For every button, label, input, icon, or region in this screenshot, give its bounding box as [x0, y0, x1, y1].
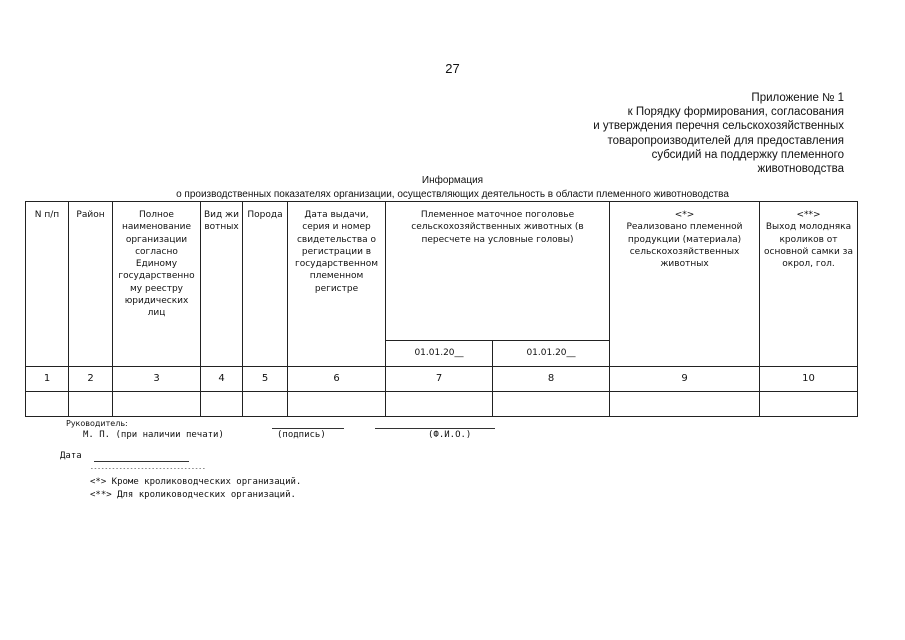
table-cell[interactable]: [113, 392, 201, 417]
info-subtitle: о производственных показателях организации, осуществляющих деятельность в области племенного животноводства: [176, 189, 729, 200]
header-sold-products: <*> Реализовано племенной продукции (материала) сельскохозяйственных животных: [610, 202, 760, 367]
column-number: 4: [201, 367, 243, 392]
header-district: Район: [69, 202, 113, 367]
info-title: Информация: [421, 175, 484, 186]
column-number: 6: [288, 367, 386, 392]
subheader-date-1: 01.01.20__: [386, 341, 493, 367]
table-cell[interactable]: [386, 392, 493, 417]
header-row: [26, 202, 858, 341]
header-index: N п/п: [26, 202, 69, 367]
signature-line: [272, 428, 344, 429]
table-cell[interactable]: [610, 392, 760, 417]
column-number: 9: [610, 367, 760, 392]
footnote-mark-2: <**>: [796, 210, 821, 220]
column-number: 8: [493, 367, 610, 392]
table-cell[interactable]: [26, 392, 69, 417]
appendix-line: субсидий на поддержку племенного: [651, 148, 844, 161]
header-organization-name: Полное наименование организации согласно Единому государственному реестру юридических лиц: [113, 202, 201, 367]
name-caption: (Ф.И.О.): [428, 430, 472, 440]
signature-caption: (подпись): [277, 430, 326, 440]
appendix-line: Приложение № 1: [751, 92, 844, 104]
header-breed: Порода: [243, 202, 288, 367]
column-number: 7: [386, 367, 493, 392]
stamp-label: М. П. (при наличии печати): [83, 430, 224, 440]
table-cell[interactable]: [288, 392, 386, 417]
production-table: [25, 201, 858, 417]
head-label: Руководитель:: [66, 419, 128, 428]
header-rabbit-yield: <**> Выход молодняка кроликов от основной самки за окрол, гол.: [760, 202, 858, 367]
table-cell[interactable]: [243, 392, 288, 417]
column-number: 5: [243, 367, 288, 392]
subheader-date-2: 01.01.20__: [493, 341, 610, 367]
date-label: Дата: [60, 451, 82, 461]
appendix-line: к Порядку формирования, согласования: [627, 106, 844, 119]
page-number: 27: [445, 61, 460, 76]
footnote-separator: --------------------------------: [90, 465, 206, 472]
column-number: 3: [113, 367, 201, 392]
column-number-row: [26, 367, 858, 392]
table-cell[interactable]: [760, 392, 858, 417]
name-line: [375, 428, 495, 429]
column-number: 1: [26, 367, 69, 392]
header-animal-type: Вид животных: [201, 202, 243, 367]
table-cell[interactable]: [69, 392, 113, 417]
table-cell[interactable]: [201, 392, 243, 417]
appendix-line: животноводства: [757, 163, 844, 176]
footnote-2: <**> Для кролиководческих организаций.: [90, 490, 296, 500]
empty-data-row: [26, 392, 858, 417]
footnote-mark-1: <*>: [674, 210, 695, 220]
header-breeding-stock: Племенное маточное поголовье сельскохозяйственных животных (в пересчете на условные головы): [386, 202, 610, 341]
column-number: 2: [69, 367, 113, 392]
appendix-line: товаропроизводителей для предоставления: [607, 134, 844, 147]
column-number: 10: [760, 367, 858, 392]
date-line: [94, 461, 189, 462]
table-cell[interactable]: [493, 392, 610, 417]
appendix-header: [514, 91, 844, 176]
appendix-line: и утверждения перечня сельскохозяйственных: [593, 120, 844, 133]
header-certificate: Дата выдачи, серия и номер свидетельства о регистрации в государственном племенном регистре: [288, 202, 386, 367]
footnote-1: <*> Кроме кролиководческих организаций.: [90, 477, 302, 487]
